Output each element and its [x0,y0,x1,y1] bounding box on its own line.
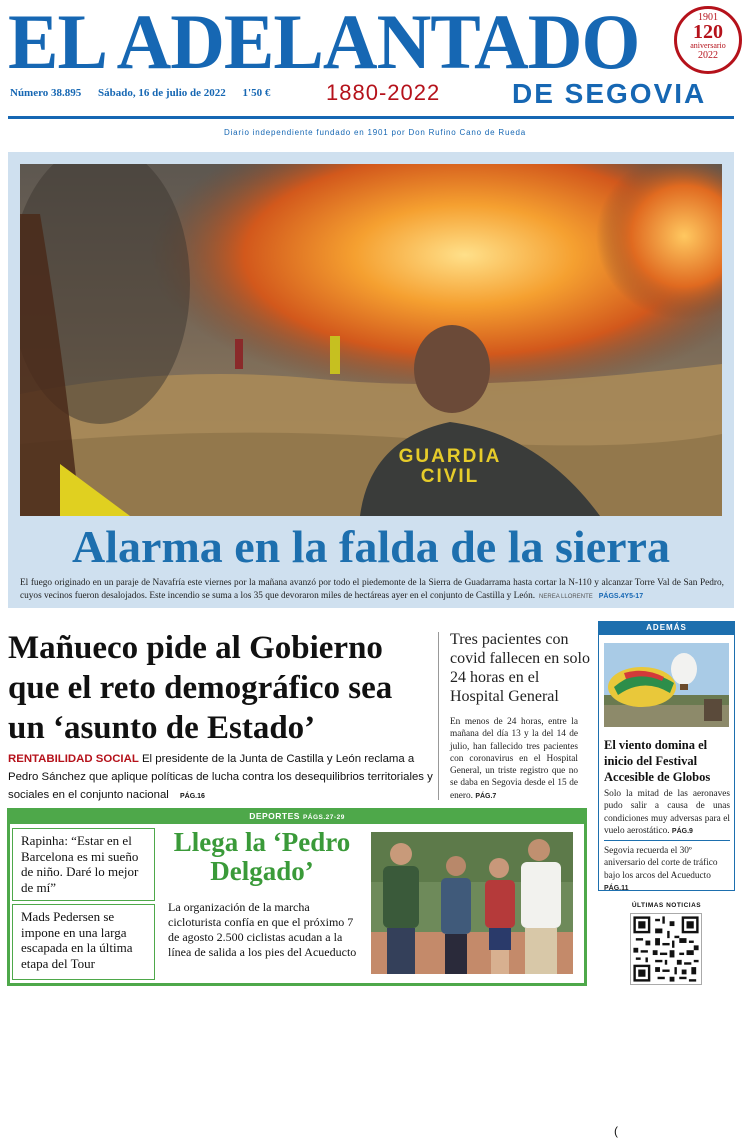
issue-price: 1'50 € [242,87,271,99]
cyclists-image [371,832,573,974]
issue-info [10,87,284,99]
sports-photo-group[interactable] [371,832,573,974]
sports-text: La organización de la marcha cicloturista confía en que el próximo 7 de agosto 2.500 ciclistas acudan a la línea de salida a los pies del Acueducto [168,900,357,959]
sidebar-divider [604,840,730,841]
sports-headline[interactable]: Llega la ‘Pedro Delgado’ [173,827,351,886]
sports-brief-1[interactable]: Rapinha: “Estar en el Barcelona es mi sueño de niño. Daré lo mejor de mí” [12,828,155,901]
lead-text: El fuego originado en un paraje de Navafría este viernes por la mañana avanzó por todo el piedemonte de la Sierra de Guadarrama hasta cortar la N-110 y alcanzar Torre Val de San Pedro, cuyos vecinos fueron desalojados. Este incendio se suma a los 35 que devoraron miles de hectáreas ayer en el conjunto de Castilla y León. [20,578,724,601]
balloon-festival-photo[interactable] [604,643,729,727]
column-divider [438,632,439,800]
anniversary-year-start: 1901 [698,12,718,23]
story2-kicker: RENTABILIDAD SOCIAL [8,753,139,765]
lead-pages: PÁGS.4Y5-17 [598,593,644,600]
masthead-divider [8,116,734,119]
story2-pages: PÁG.16 [180,793,205,800]
qr-label: ÚLTIMAS NOTICIAS [631,902,702,909]
anniversary-year-end: 2022 [698,50,718,61]
lead-photo-wildfire[interactable] [20,164,722,516]
sports-pages: PÁGS.27-29 [302,814,345,821]
ademas-label: ADEMÁS [598,621,735,635]
firefighter-1 [235,339,243,369]
guardia-civil-patch: GUARDIA [398,446,502,467]
qr-code[interactable] [630,913,702,985]
story3-body [450,716,578,803]
flames-right [470,164,722,404]
story3-pages: PÁG.7 [475,792,497,800]
sidebar-item2-text: Segovia recuerda el 30º aniversario del corte de tráfico bajo los arcos del Acueducto [604,846,718,881]
sidebar-item1-pages: PÁG.9 [671,827,693,835]
story3-text: En menos de 24 horas, entre la mañana del día 13 y la del 14 de julio, han fallecido tres pacientes con coronavirus en el Hospital General, un triste registro que no se daba en Segovia desde el 15 de enero. [450,717,578,801]
newspaper-title: EL ADELANTADO [8,2,640,82]
story2-deck [8,750,433,806]
svg-text:CIVIL: CIVIL [420,466,480,487]
anniversary-number: 120 [693,21,723,43]
page-corner-mark: ( [614,1124,618,1138]
balloon-image [604,643,729,727]
balloon-white [671,653,697,685]
sidebar-item1-text: Solo la mitad de las aeronaves pudo salir a causa de unas condiciones muy adversas para el vuelo aerostático. [604,789,730,836]
story2-headline[interactable]: Mañueco pide al Gobierno que el reto demográfico sea un ‘asunto de Estado’ [8,630,393,746]
story2-text: El presidente de la Junta de Castilla y León reclama a Pedro Sánchez que aplique políticas de lucha contra los desequilibrios territoriales y sociales en el conjunto nacional [8,753,433,801]
officer-head [414,325,490,413]
sports-brief-2[interactable]: Mads Pedersen se impone en una larga escapada en la última etapa del Tour [12,904,155,980]
issue-date: Sábado, 16 de julio de 2022 [98,87,226,99]
issue-number: Número 38.895 [10,87,82,99]
sidebar-item2-pages: PÁG.11 [604,884,629,892]
firefighter-2 [330,336,340,374]
sidebar-item1-title[interactable]: El viento domina el inicio del Festival Accesible de Globos [604,738,711,784]
lead-body [20,577,724,604]
lead-headline[interactable]: Alarma en la falda de la sierra [72,521,670,572]
sports-section: DEPORTES [249,811,300,821]
story3-headline[interactable]: Tres pacientes con covid fallecen en solo 24 horas en el Hospital General [450,631,590,705]
wildfire-image [20,164,722,516]
newspaper-subtitle: DE SEGOVIA [512,78,707,109]
founding-years: 1880-2022 [326,80,441,105]
anniversary-seal [674,6,742,74]
photo-credit: NEREA LLORENTE [539,594,593,600]
qr-code-icon [631,914,701,984]
tagline: Diario independiente fundado en 1901 por Don Rufino Cano de Rueda [224,128,526,137]
sidebar-item1-body [604,788,730,838]
sports-label [7,808,587,824]
sidebar-item2-body[interactable] [604,845,730,895]
anniversary-text: aniversario [690,41,726,50]
